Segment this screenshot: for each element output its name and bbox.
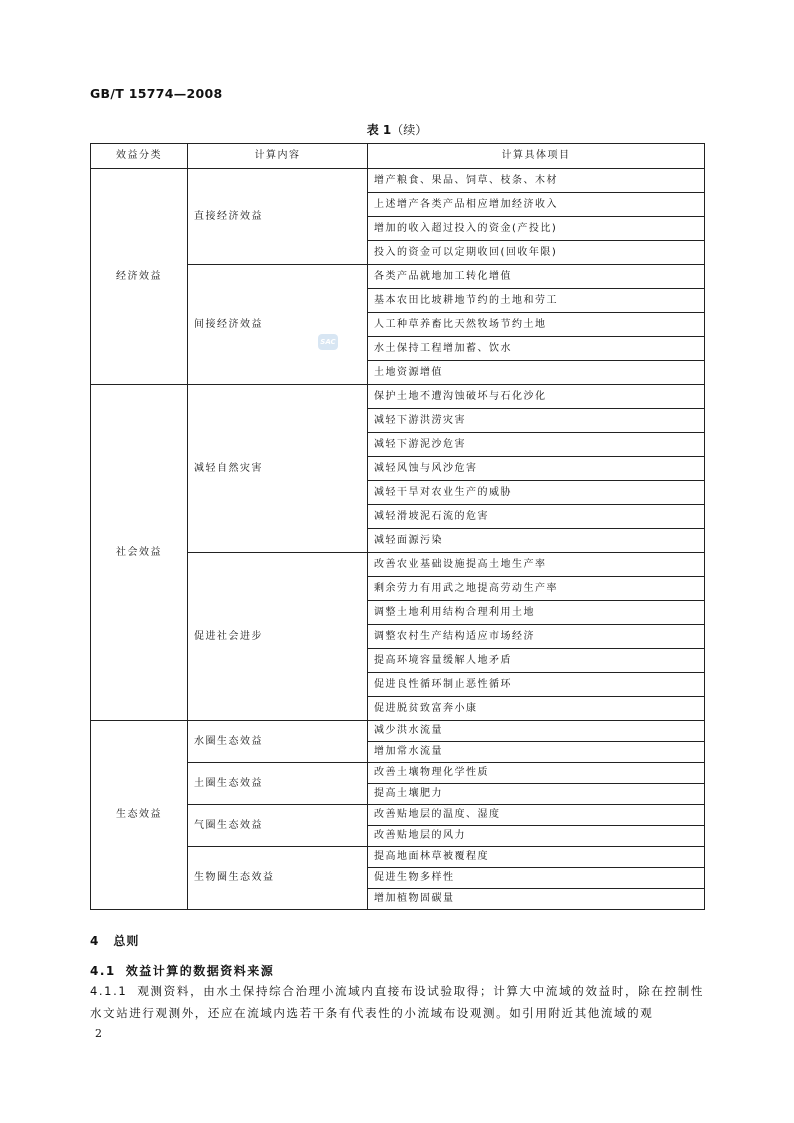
table-cell: 调整土地利用结构合理利用土地 [368, 601, 705, 625]
table-cell: 改善农业基础设施提高土地生产率 [368, 553, 705, 577]
section-4-1-heading [90, 962, 274, 979]
section-4-1-number: 4.1 [90, 964, 116, 978]
table-cell: 保护土地不遭沟蚀破坏与石化沙化 [368, 385, 705, 409]
table-header-row [91, 144, 705, 169]
table-cell: 人工种草养畜比天然牧场节约土地 [368, 313, 705, 337]
header-category: 效益分类 [91, 144, 188, 169]
table-cell: 增加植物固碳量 [368, 889, 705, 910]
page-number: 2 [95, 1027, 102, 1040]
section-4-title: 总则 [113, 934, 140, 948]
table-cell: 提高环境容量缓解人地矛盾 [368, 649, 705, 673]
table-cell: 调整农村生产结构适应市场经济 [368, 625, 705, 649]
subcategory-water: 水圈生态效益 [188, 721, 368, 763]
table-cell: 减轻面源污染 [368, 529, 705, 553]
section-4-1-1-number: 4.1.1 [90, 984, 128, 998]
table-cell: 提高地面林草被覆程度 [368, 847, 705, 868]
subcategory-indirect: 间接经济效益 [188, 265, 368, 385]
table-cell: 剩余劳力有用武之地提高劳动生产率 [368, 577, 705, 601]
subcategory-air: 气圈生态效益 [188, 805, 368, 847]
table-cell: 上述增产各类产品相应增加经济收入 [368, 193, 705, 217]
category-economic: 经济效益 [91, 169, 188, 385]
table-caption [0, 121, 794, 138]
section-4-1-1-text: 观测资料，由水土保持综合治理小流域内直接布设试验取得；计算大中流域的效益时，除在控制性水文站进行观测外，还应在流域内选若干条有代表性的小流域布设观测。如引用附近其他流域的观 [90, 984, 704, 1020]
table-cell: 减少洪水流量 [368, 721, 705, 742]
benefit-table [90, 143, 705, 910]
table-cell: 改善贴地层的温度、湿度 [368, 805, 705, 826]
table-cell: 减轻风蚀与风沙危害 [368, 457, 705, 481]
category-ecological: 生态效益 [91, 721, 188, 910]
table-cell: 基本农田比坡耕地节约的土地和劳工 [368, 289, 705, 313]
subcategory-bio: 生物圈生态效益 [188, 847, 368, 910]
table-cell: 增加常水流量 [368, 742, 705, 763]
section-4-1-1-paragraph [90, 980, 704, 1024]
subcategory-reduce: 减轻自然灾害 [188, 385, 368, 553]
table-cell: 减轻干旱对农业生产的威胁 [368, 481, 705, 505]
table-cell: 增加的收入超过投入的资金(产投比) [368, 217, 705, 241]
header-items: 计算具体项目 [368, 144, 705, 169]
table-cell: 改善贴地层的风力 [368, 826, 705, 847]
section-4-1-title: 效益计算的数据资料来源 [125, 964, 275, 978]
table-cell: 增产粮食、果品、饲草、枝条、木材 [368, 169, 705, 193]
table-cell: 土地资源增值 [368, 361, 705, 385]
sac-watermark: SAC [318, 334, 338, 350]
table-cell: 促进脱贫致富奔小康 [368, 697, 705, 721]
header-content: 计算内容 [188, 144, 368, 169]
table-row [91, 721, 705, 742]
subcategory-direct: 直接经济效益 [188, 169, 368, 265]
table-caption-suffix: （续） [391, 123, 428, 137]
table-cell: 改善土壤物理化学性质 [368, 763, 705, 784]
table-row [91, 169, 705, 193]
table-cell: 减轻下游泥沙危害 [368, 433, 705, 457]
table-cell: 促进良性循环制止恶性循环 [368, 673, 705, 697]
section-4-number: 4 [90, 934, 100, 948]
table-cell: 减轻下游洪涝灾害 [368, 409, 705, 433]
section-4-heading [90, 932, 139, 949]
subcategory-promote: 促进社会进步 [188, 553, 368, 721]
table-cell: 投入的资金可以定期收回(回收年限) [368, 241, 705, 265]
subcategory-soil: 土圈生态效益 [188, 763, 368, 805]
table-row [91, 385, 705, 409]
table-cell: 提高土壤肥力 [368, 784, 705, 805]
table-cell: 减轻滑坡泥石流的危害 [368, 505, 705, 529]
table-cell: 促进生物多样性 [368, 868, 705, 889]
table-cell: 水土保持工程增加蓄、饮水 [368, 337, 705, 361]
table-caption-prefix: 表 1 [366, 123, 392, 137]
table-cell: 各类产品就地加工转化增值 [368, 265, 705, 289]
category-social: 社会效益 [91, 385, 188, 721]
standard-number: GB/T 15774—2008 [90, 86, 223, 101]
